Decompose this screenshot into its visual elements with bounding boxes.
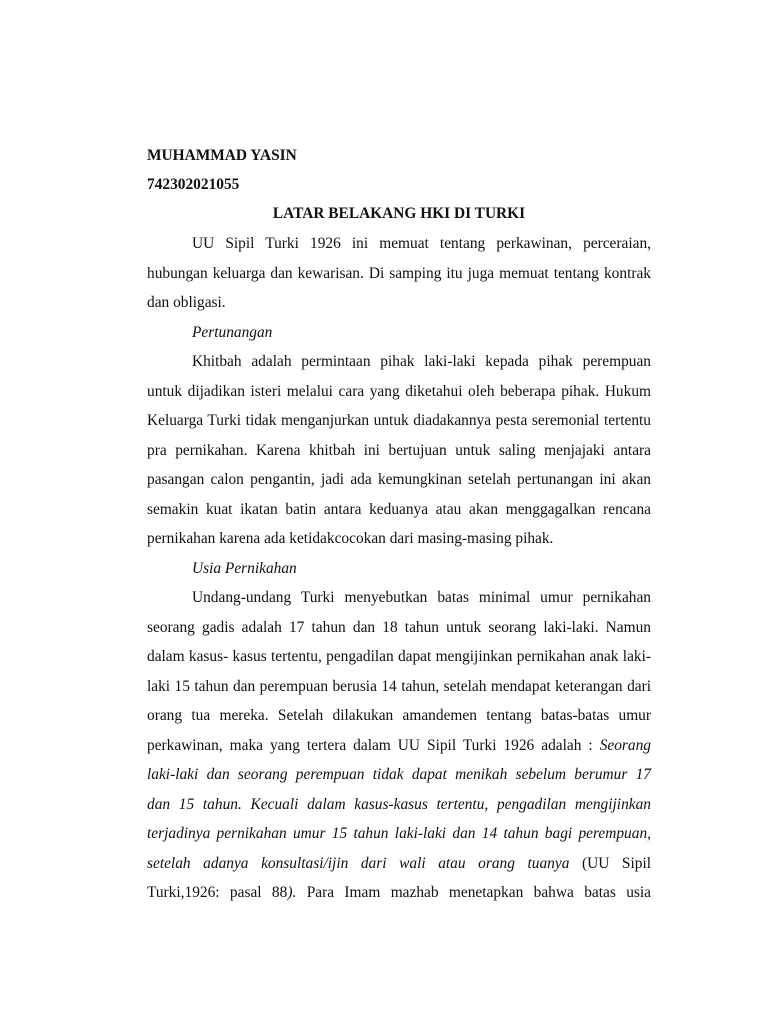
author-name: MUHAMMAD YASIN xyxy=(147,147,297,164)
intro-line: hubungan keluarga dan kewarisan. Di samping itu juga memuat tentang kontrak xyxy=(147,264,651,282)
usia-line-plain: perkawinan, maka yang tertera dalam UU Sipil Turki 1926 adalah : xyxy=(147,736,600,754)
pertunangan-line: semakin kuat ikatan batin antara keduanya atau akan menggagalkan rencana xyxy=(147,500,651,518)
section-heading-pertunangan: Pertunangan xyxy=(192,323,273,341)
usia-line: dalam kasus- kasus tertentu, pengadilan dapat mengijinkan pernikahan anak laki- xyxy=(147,648,651,665)
pertunangan-line: pra pernikahan. Karena khitbah ini bertujuan untuk saling menjajaki antara xyxy=(147,441,651,459)
pertunangan-line: Khitbah adalah permintaan pihak laki-laki kepada pihak perempuan xyxy=(192,353,651,370)
pertunangan-line: pernikahan karena ada ketidakcocokan dari masing-masing pihak. xyxy=(147,530,554,547)
pertunangan-line: pasangan calon pengantin, jadi ada kemungkinan setelah pertunangan ini akan xyxy=(147,471,651,488)
usia-line-plain: (UU Sipil xyxy=(569,854,651,872)
section-heading-usia-pernikahan: Usia Pernikahan xyxy=(192,559,297,577)
intro-line: dan obligasi. xyxy=(147,294,226,311)
document-body xyxy=(147,229,651,908)
usia-line-plain: Turki,1926: pasal 88 xyxy=(147,884,288,901)
pertunangan-line: untuk dijadikan isteri melalui cara yang diketahui oleh beberapa pihak. Hukum xyxy=(147,382,651,400)
student-id: 742302021055 xyxy=(147,176,240,193)
usia-line-italic: setelah adanya konsultasi/ijin dari wali atau orang tuanya xyxy=(147,854,570,872)
usia-line xyxy=(147,878,651,908)
usia-line-italic: ). xyxy=(287,884,297,901)
usia-quote-line: dan 15 tahun. Kecuali dalam kasus-kasus tertentu, pengadilan mengijinkan xyxy=(147,795,651,813)
usia-line-plain: Para Imam mazhab menetapkan bahwa batas usia xyxy=(296,884,651,901)
usia-line: orang tua mereka. Setelah dilakukan amandemen tentang batas-batas umur xyxy=(147,707,651,724)
usia-line: Undang-undang Turki menyebutkan batas minimal umur pernikahan xyxy=(192,589,651,606)
usia-quote-line: terjadinya pernikahan umur 15 tahun laki-laki dan 14 tahun bagi perempuan, xyxy=(147,825,651,842)
document-title: LATAR BELAKANG HKI DI TURKI xyxy=(272,205,526,222)
usia-quote-line: laki-laki dan seorang perempuan tidak dapat menikah sebelum berumur 17 xyxy=(147,766,651,783)
usia-line-italic: Seorang xyxy=(599,736,651,754)
pertunangan-line: Keluarga Turki tidak menganjurkan untuk diadakannya pesta seremonial tertentu xyxy=(147,412,651,429)
usia-line xyxy=(147,731,651,761)
usia-line xyxy=(147,849,651,879)
usia-line: laki 15 tahun dan perempuan berusia 14 tahun, setelah mendapat keterangan dari xyxy=(147,677,651,695)
intro-line: UU Sipil Turki 1926 ini memuat tentang perkawinan, perceraian, xyxy=(192,235,651,252)
usia-line: seorang gadis adalah 17 tahun dan 18 tahun untuk seorang laki-laki. Namun xyxy=(147,618,651,636)
